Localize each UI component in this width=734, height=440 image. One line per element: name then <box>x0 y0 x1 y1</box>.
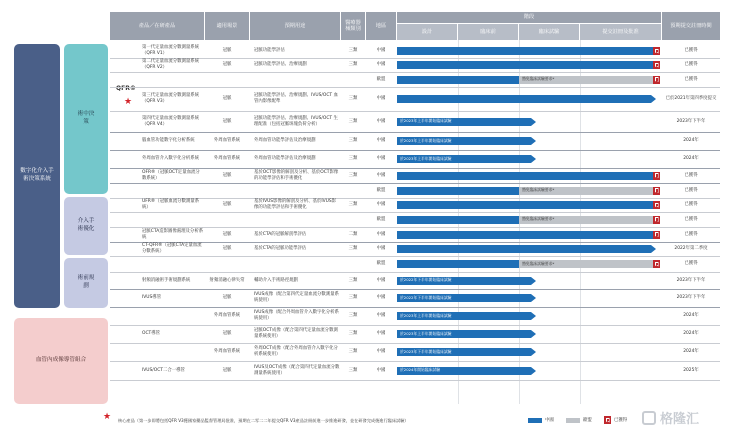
region: 中國 <box>376 48 386 54</box>
group-intervention-optimization: 介入手術優化 <box>64 197 108 255</box>
approved-flag-icon <box>653 172 660 180</box>
approved-flag-icon <box>653 76 660 84</box>
progress-bar-eu: 豁免臨床試驗要求* <box>519 216 653 224</box>
indication: 射頻消融心律失常 <box>209 277 245 283</box>
indication: 外周血管系統 <box>213 313 241 319</box>
region: 中國 <box>376 96 386 102</box>
header-region: 地區 <box>366 12 396 40</box>
expected-submission: 2023年下半年 <box>676 118 706 124</box>
intended-use: 冠脈功能學評估、治療規劃 <box>254 62 307 68</box>
progress-bar-china: 於2022年下半年開始臨床試驗 <box>397 277 531 285</box>
region: 中國 <box>376 62 386 68</box>
intended-use: 輔助介入手術路徑規劃 <box>254 277 298 283</box>
header-expected: 預期提交註冊時間 <box>662 12 720 40</box>
progress-bar-china <box>397 95 651 103</box>
progress-bar-china: 於2023年上半年開始臨床試驗 <box>397 330 531 338</box>
product-name: 第三代定量血流分數測量系統（QFR V3） <box>142 93 200 104</box>
region: 中國 <box>376 277 386 283</box>
device-class: 三類 <box>348 156 358 162</box>
region: 歐盟 <box>376 76 386 82</box>
indication: 冠脈 <box>222 231 232 237</box>
device-class: 三類 <box>348 138 358 144</box>
device-class: 三類 <box>348 48 358 54</box>
watermark-logo-icon <box>642 411 656 425</box>
intended-use: 基於OCT影像的解剖及分析、基於OCT影像的功能學評估和手術優化 <box>254 169 339 181</box>
region: 歐盟 <box>376 261 386 267</box>
expected-submission: 2023年下半年 <box>676 295 706 301</box>
intended-use: 外周血管功能學評估及治療規劃 <box>254 138 316 144</box>
footnote-text: 核心產品（第一步即將包括QFR V3獲國家藥品監督管理局批准，預期在二零二二年提交QFR V3產品註冊前進一步推進研發，並在研發完成後進行臨床試驗） <box>118 418 409 424</box>
intended-use: IVUS及OCT成像（配合第四代定量血流分數測量系統使用） <box>254 364 340 376</box>
progress-bar-china <box>397 260 519 268</box>
expected-submission: 2024年 <box>683 138 699 144</box>
header-stage: 階段 <box>397 12 661 23</box>
intended-use: 基於IVUS影像的解剖及分析、基於IVUS影像的功能學評估和手術優化 <box>254 199 337 210</box>
expected-submission: 已獲得 <box>684 216 698 222</box>
approved-flag-icon <box>653 216 660 224</box>
product-name: 外周血管介入數字化分析系統 <box>142 156 200 162</box>
expected-submission: 已於2021年第四季度提交 <box>665 96 717 102</box>
product-name: 第一代定量血流分數測量系統（QFR V1） <box>142 45 200 56</box>
expected-submission: 已獲得 <box>684 261 698 267</box>
progress-bar-china: 於2023年上半年開始臨床試驗 <box>397 155 531 163</box>
product-name: 腦血管功能數字化分析系統 <box>142 138 195 144</box>
intended-use: 外周血管功能學評估及治療規劃 <box>254 156 316 162</box>
legend-eu-swatch <box>566 418 580 423</box>
group-intraop-decision: 術中決策 <box>64 44 108 194</box>
progress-bar-china: 於2024年開始臨床試驗 <box>397 367 531 375</box>
progress-bar-china: 於2023年上半年開始臨床試驗 <box>397 118 531 126</box>
approved-flag-icon <box>653 231 660 239</box>
indication: 冠脈 <box>222 48 232 54</box>
approved-flag-icon <box>653 201 660 209</box>
region: 中國 <box>376 295 386 301</box>
intended-use: 冠脈功能學評估 <box>254 48 285 54</box>
legend-china-swatch <box>528 418 542 423</box>
product-name: IVUS導管 <box>142 295 162 301</box>
expected-submission: 2024年 <box>683 349 699 355</box>
device-class: 二類 <box>348 231 358 237</box>
intended-use: 基於CTA的冠脈解剖學評估 <box>254 231 307 237</box>
region: 中國 <box>376 331 386 337</box>
device-class: 三類 <box>348 172 358 178</box>
row-separator <box>110 256 720 257</box>
product-name: 冠脈CTA造影圖像處理及分析系統 <box>142 228 204 240</box>
region: 中國 <box>376 246 386 252</box>
product-name: 射頻消融術手術規劃系統 <box>142 277 191 283</box>
expected-submission: 已獲得 <box>684 231 698 237</box>
device-class: 三類 <box>348 349 358 355</box>
group-digital-decision-system: 數字化介入手術決策系統 <box>14 44 60 308</box>
expected-submission: 已獲得 <box>684 48 698 54</box>
region: 中國 <box>376 367 386 373</box>
region: 中國 <box>376 313 386 319</box>
indication: 冠脈 <box>222 331 232 337</box>
header-stage-design: 設計 <box>397 24 457 40</box>
progress-bar-china: 於2023年下半年開始臨床試驗 <box>397 348 531 356</box>
expected-submission: 已獲得 <box>684 202 698 208</box>
progress-bar-china: 於2023年上半年開始臨床試驗 <box>397 312 531 320</box>
watermark <box>642 408 699 427</box>
group-preop-planning: 術前規劃 <box>64 258 108 308</box>
device-class: 三類 <box>348 367 358 373</box>
progress-bar-china <box>397 47 653 55</box>
approved-flag-icon <box>653 47 660 55</box>
legend-approved-flag-icon <box>604 416 611 424</box>
header-stage-registration: 提交註冊及批准 <box>580 24 661 40</box>
approved-flag-icon <box>653 187 660 195</box>
device-class: 三類 <box>348 295 358 301</box>
header-product: 產品／在研產品 <box>110 12 204 40</box>
product-name: OCT導管 <box>142 331 160 337</box>
intended-use: IVUS成像（配合第四代定量血流分數測量系統使用） <box>254 292 339 303</box>
expected-submission: 2024年 <box>683 156 699 162</box>
expected-submission: 已獲得 <box>684 187 698 193</box>
legend-china-label: 中國 <box>545 417 554 423</box>
region: 中國 <box>376 138 386 144</box>
group-intravascular-catheter: 血管內成像導管組合 <box>14 318 108 404</box>
header-indication: 適用場景 <box>205 12 249 40</box>
progress-bar-china: 於2022年下半年開始臨床試驗 <box>397 294 531 302</box>
intended-use: 外周OCT成像（配合外周血管介入數字化分析系統使用） <box>254 346 338 357</box>
progress-bar-eu: 豁免臨床試驗要求* <box>519 76 653 84</box>
core-product-star-icon: ★ <box>124 97 133 107</box>
device-class: 三類 <box>348 277 358 283</box>
indication: 外周血管系統 <box>213 349 241 355</box>
region: 中國 <box>376 231 386 237</box>
expected-submission: 已獲得 <box>684 172 698 178</box>
device-class: 三類 <box>348 96 358 102</box>
region: 中國 <box>376 118 386 124</box>
indication: 冠脈 <box>222 118 232 124</box>
expected-submission: 2025年 <box>683 367 699 373</box>
device-class: 三類 <box>348 331 358 337</box>
expected-submission: 2023年下半年 <box>676 277 706 283</box>
product-name: CT-QFR®（冠脈CTA定量血流分數系統） <box>142 243 202 254</box>
qfr-label: QFR® <box>116 85 136 93</box>
intended-use: IVUS成像（配合外周血管介入數字化分析系統使用） <box>254 310 339 321</box>
footnote-star-icon: ★ <box>103 412 112 422</box>
progress-bar-china <box>397 245 651 253</box>
progress-bar-china: 於2023年上半年開始臨床試驗 <box>397 137 531 145</box>
intended-use: 冠脈OCT成像（配合第四代定量血流分數測量系統使用） <box>254 328 338 339</box>
region: 中國 <box>376 172 386 178</box>
indication: 冠脈 <box>222 246 232 252</box>
expected-submission: 2024年 <box>683 313 699 319</box>
expected-submission: 2024年 <box>683 331 699 337</box>
intended-use: 冠脈功能學評估、治療規劃、IVUS/OCT 血管內影像配準 <box>254 93 338 104</box>
header-stage-clinical: 臨床試驗 <box>519 24 579 40</box>
progress-bar-eu: 豁免臨床試驗要求* <box>519 187 653 195</box>
progress-bar-china <box>397 187 519 195</box>
indication: 冠脈 <box>222 295 232 301</box>
intended-use: 冠脈功能學評估、治療規劃、IVUS/OCT 生理配准（包括冠脈斑塊負荷分析） <box>254 115 338 127</box>
indication: 外周血管系統 <box>213 138 241 144</box>
legend-approved-label: 已獲得 <box>614 417 628 423</box>
product-name: 第二代定量血流分數測量系統（QFR V2） <box>142 59 200 70</box>
device-class: 三類 <box>348 246 358 252</box>
region: 歐盟 <box>376 187 386 193</box>
legend-eu-label: 歐盟 <box>583 417 592 423</box>
indication: 冠脈 <box>222 62 232 68</box>
expected-submission: 已獲得 <box>684 62 698 68</box>
indication: 外周血管系統 <box>213 156 241 162</box>
region: 中國 <box>376 202 386 208</box>
region: 中國 <box>376 156 386 162</box>
product-name: 第四代定量血流分數測量系統（QFR V4） <box>142 115 200 127</box>
row-separator <box>110 380 720 381</box>
intended-use: 基於CTA的冠脈功能學評估 <box>254 246 307 252</box>
device-class: 三類 <box>348 118 358 124</box>
product-name: OFR®（冠脈OCT定量血流分數系統） <box>142 169 200 181</box>
device-class: 三類 <box>348 202 358 208</box>
product-name: IVUS/OCT二合一導管 <box>142 367 185 373</box>
expected-submission: 2022年第二季度 <box>674 246 708 252</box>
progress-bar-china <box>397 172 653 180</box>
indication: 冠脈 <box>222 172 232 178</box>
row-separator <box>110 343 720 344</box>
header-stage-preclinical: 臨床前 <box>458 24 518 40</box>
progress-bar-eu: 豁免臨床試驗要求* <box>519 260 653 268</box>
indication: 冠脈 <box>222 96 232 102</box>
device-class: 三類 <box>348 62 358 68</box>
progress-bar-china <box>397 216 519 224</box>
row-separator <box>110 183 720 184</box>
progress-bar-china <box>397 76 519 84</box>
progress-bar-china <box>397 61 653 69</box>
row-separator <box>110 307 720 308</box>
device-class: 三類 <box>348 313 358 319</box>
row-separator <box>110 212 720 213</box>
row-separator <box>110 72 720 73</box>
indication: 冠脈 <box>222 202 232 208</box>
header-class: 醫療器械類別 <box>341 12 365 40</box>
approved-flag-icon <box>653 61 660 69</box>
progress-bar-china <box>397 201 653 209</box>
approved-flag-icon <box>653 260 660 268</box>
watermark-text: 格隆汇 <box>660 412 700 427</box>
indication: 冠脈 <box>222 367 232 373</box>
region: 中國 <box>376 349 386 355</box>
region: 歐盟 <box>376 216 386 222</box>
expected-submission: 已獲得 <box>684 76 698 82</box>
product-name: UFR®（冠脈血流分數測量系統） <box>142 199 200 210</box>
progress-bar-china <box>397 231 653 239</box>
header-intended-use: 預期用途 <box>250 12 340 40</box>
